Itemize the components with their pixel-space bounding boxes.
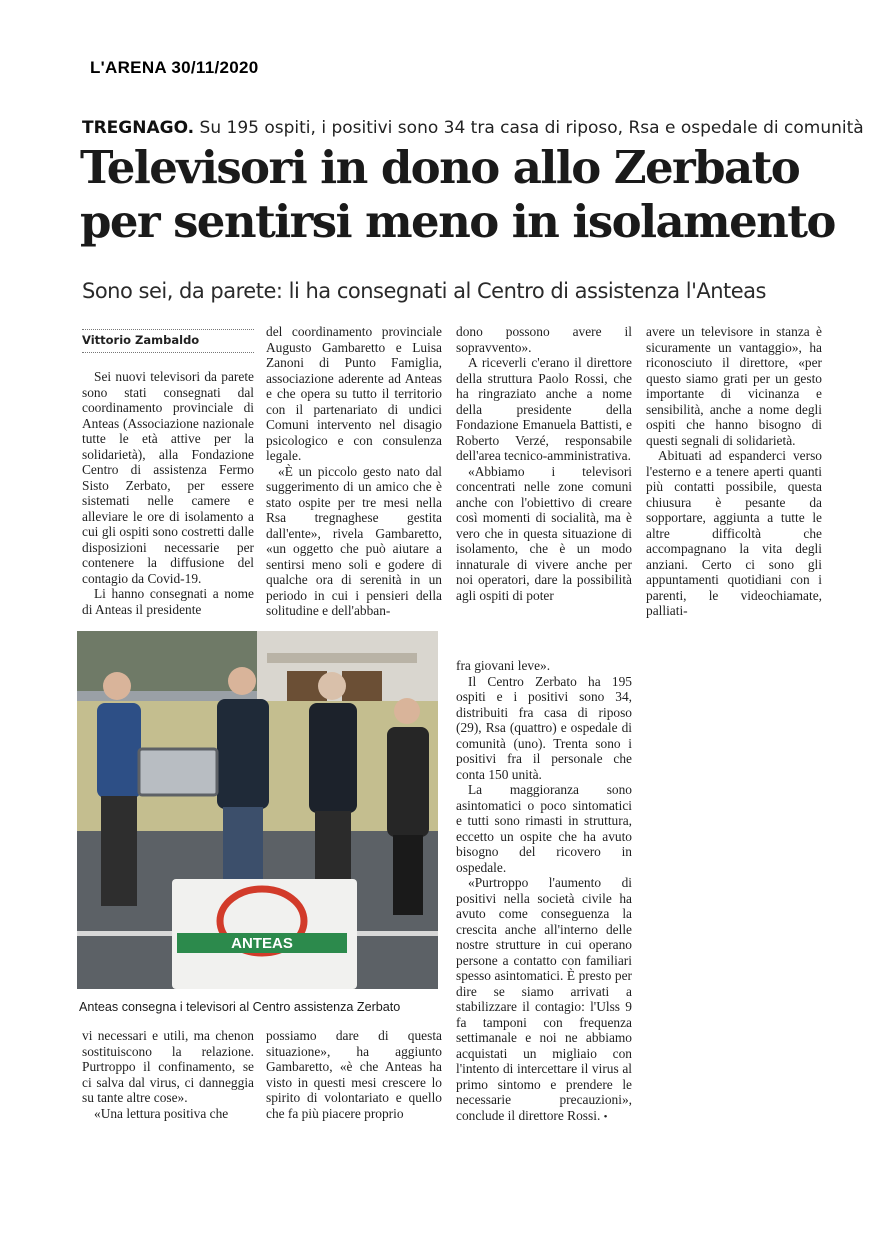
tv-box bbox=[139, 749, 217, 795]
paragraph: Sei nuovi televisori da parete sono stati consegnati dal coordinamento provinciale di Anteas (Associazione nazionale tutte le età attive per la solidarietà), alla Fondazione Centro di assistenza Fermo Sisto Zerbato, per essere sistemati nelle camere e alleviare le ore di isolamento a cui gli ospiti sono costretti dalle disposizioni necessarie per contenere la diffusione del contagio da Covid-19. bbox=[82, 369, 254, 586]
paragraph bbox=[456, 875, 632, 1125]
headline bbox=[80, 141, 840, 249]
paragraph: vi necessari e utili, ma chenon sostituiscono la relazione. Purtroppo il confinamento, se ci salva dal virus, ci danneggia su tante altre cose». bbox=[82, 1028, 254, 1105]
article-column-1 bbox=[82, 369, 254, 617]
article-column-4 bbox=[646, 324, 822, 619]
person-4 bbox=[387, 698, 429, 915]
subheadline: Sono sei, da parete: li ha consegnati al Centro di assistenza l'Anteas bbox=[82, 279, 766, 303]
paragraph: Il Centro Zerbato ha 195 ospiti e i positivi sono 34, distribuiti fra casa di riposo (29), Rsa (quattro) e ospedale di comunità (uno). Trenta sono i positivi fra il personale che conta 150 unità. bbox=[456, 673, 632, 782]
person-3 bbox=[309, 672, 357, 881]
paragraph: avere un televisore in stanza è sicuramente un vantaggio», ha riconosciuto il direttore, «per questo siamo grati per un gesto importante di vicinanza e sensibilità, anche a nome degli ospiti che hanno bisogno di questi segnali di solidarietà. bbox=[646, 324, 822, 448]
author-byline: Vittorio Zambaldo bbox=[82, 329, 254, 353]
paragraph: Li hanno consegnati a nome di Anteas il presidente bbox=[82, 586, 254, 617]
photo-caption: Anteas consegna i televisori al Centro assistenza Zerbato bbox=[79, 1000, 401, 1014]
person-2 bbox=[217, 667, 269, 887]
paragraph: possiamo dare di questa situazione», ha aggiunto Gambaretto, «è che Anteas ha visto in questi mesi crescere lo spirito di volontariato e quello che fa più piacere proprio bbox=[266, 1028, 442, 1121]
paragraph: La maggioranza sono asintomatici o poco sintomatici e tutti sono rimasti in struttura, eccetto un ospite che ha avuto bisogno del ricovero in ospedale. bbox=[456, 782, 632, 875]
headline-line-2: per sentirsi meno in isolamento bbox=[80, 195, 835, 248]
paragraph: «Abbiamo i televisori concentrati nelle zone comuni anche con l'obiettivo di creare così momenti di socialità, ma è vero che in questa situazione di isolamento, che è un modo innaturale di vivere anche per noi operatori, dare la possibilità agli ospiti di poter bbox=[456, 463, 632, 603]
kicker-place: TREGNAGO. bbox=[82, 118, 195, 138]
article-column-6 bbox=[82, 1028, 254, 1121]
kicker-line bbox=[82, 118, 864, 138]
paragraph: del coordinamento provinciale Augusto Gambaretto e Luisa Zanoni di Punto Famiglia, associazione aderente ad Anteas e che opera su tutto il territorio con il partenariato di undici Comuni intervento nel disagio psicologico e con consulenza legale. bbox=[266, 324, 442, 463]
paragraph: «È un piccolo gesto nato dal suggerimento di un amico che è stato ospite per tre mesi nella Rsa tregnaghese gestita dall'ente», rivela Gambaretto, «un oggetto che può aiutare a sentirsi meno soli e godere di qualche ora di serenità in un periodo in cui i pensieri della solitudine e dell'abban- bbox=[266, 463, 442, 618]
banner-text: ANTEAS bbox=[231, 935, 293, 952]
paragraph: Abituati ad espanderci verso l'esterno e a tenere aperti quanti più contatti possibile, questa chiusura è pesante da sopportare, aggiunta a tutte le altre difficoltà che accompagnano la vita degli anziani. Certo ci sono gli appuntamenti quotidiani con i parenti, le videochiamate, palliati- bbox=[646, 448, 822, 618]
closing-paragraph-text: «Purtroppo l'aumento di positivi nella società civile ha avuto come conseguenza la crescita anche all'interno delle nostre strutture in cui operano persone a contatto con familiari spesso asintomatici. È presto per dire se siamo arrivati a stabilizzare il contagio: l'Ulss 9 fa tamponi con frequenza settimanale e noi ne abbiamo acquistati un migliaio con l'intento di intercettare il virus al primo sintomo e prendere le necessarie precauzioni», conclude il direttore Rossi. bbox=[456, 875, 632, 1123]
newspaper-source-date: L'ARENA 30/11/2020 bbox=[90, 58, 259, 77]
kicker-text: Su 195 ospiti, i positivi sono 34 tra casa di riposo, Rsa e ospedale di comunità bbox=[194, 118, 864, 138]
paragraph: dono possono avere il sopravvento». bbox=[456, 324, 632, 355]
article-column-5 bbox=[456, 658, 632, 1125]
headline-line-1: Televisori in dono allo Zerbato bbox=[80, 141, 800, 194]
paragraph: A riceverli c'erano il direttore della struttura Paolo Rossi, che ha ringraziato anche a nome della presidente della Fondazione Emanuela Battisti, e Roberto Verzé, responsabile dell'area tecnico-amministrativa. bbox=[456, 355, 632, 463]
paragraph: fra giovani leve». bbox=[456, 658, 551, 673]
end-of-article-mark: • bbox=[603, 1110, 608, 1123]
person-1 bbox=[97, 672, 141, 906]
news-photo bbox=[77, 631, 438, 989]
photo-illustration bbox=[77, 631, 438, 989]
article-column-7 bbox=[266, 1028, 442, 1121]
article-column-2 bbox=[266, 324, 442, 619]
article-column-3 bbox=[456, 324, 632, 603]
paragraph: «Una lettura positiva che bbox=[94, 1105, 229, 1121]
